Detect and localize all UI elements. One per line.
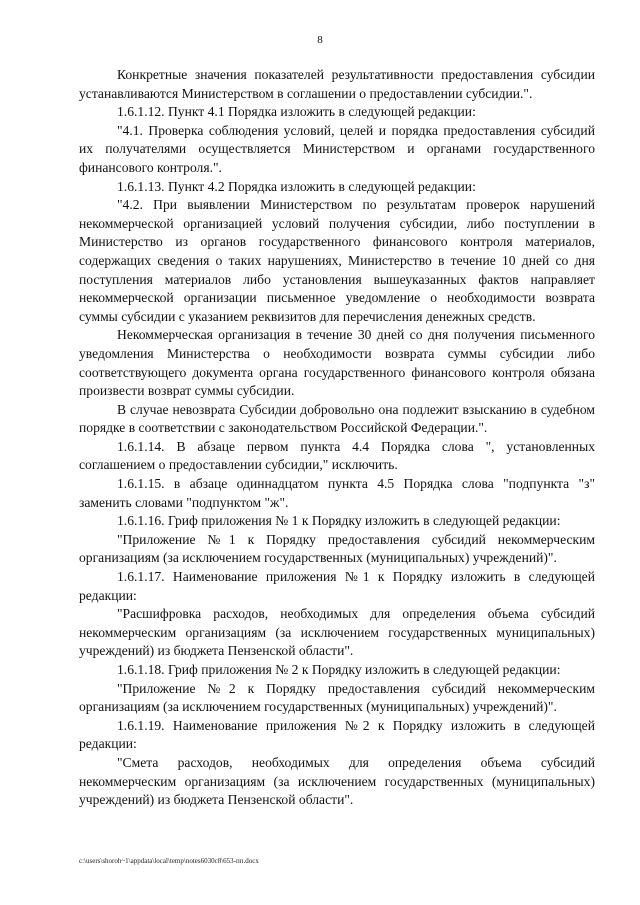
paragraph: Конкретные значения показателей результативности предоставления субсидии устанавливаются Министерством в соглашении о предоставлении субсидии.". (79, 67, 595, 101)
paragraph: "4.1. Проверка соблюдения условий, целей и порядка предоставления субсидий их получателями осуществляется Министерством и органами государственного финансового контроля.". (79, 122, 595, 175)
paragraph: "4.2. При выявлении Министерством по результатам проверок нарушений некоммерческой организацией условий получения субсидии, либо поступлении в Министерство из органов государственного финансового контроля материалов, содержащих сведения о таких нарушениях, Министерство в течение 10 дней со дня поступления материалов либо установления вышеуказанных фактов направляет некоммерческой организации письменное уведомление о необходимости возврата суммы субсидии с указанием реквизитов для перечисления денежных средств. (79, 197, 595, 324)
paragraph: Некоммерческая организация в течение 30 дней со дня получения письменного уведомления Министерства о необходимости возврата суммы субсидии либо соответствующего документа органа государственного финансового контроля обязана произвести возврат суммы субсидии. (79, 327, 595, 399)
paragraph: "Приложение №2 к Порядку предоставления субсидий некоммерческим организациям (за исключением государственных (муниципальных) учреждений)". (79, 680, 595, 715)
paragraph: 1.6.1.17. Наименование приложения №1 к Порядку изложить в следующей редакции: (79, 569, 595, 603)
file-path-footer: c:\users\shoroh~1\appdata\local\temp\notes6030c8\653-пп.docx (79, 857, 259, 865)
paragraph: 1.6.1.16. Гриф приложения № 1 к Порядку изложить в следующей редакции: (117, 513, 561, 529)
document-body (79, 66, 595, 810)
paragraph: 1.6.1.18. Гриф приложения № 2 к Порядку изложить в следующей редакции: (117, 662, 561, 677)
paragraph: 1.6.1.12. Пункт 4.1 Порядка изложить в следующей редакции: (117, 104, 476, 120)
page-number: 8 (317, 34, 323, 46)
paragraph: В случае невозврата Субсидии добровольно она подлежит взысканию в судебном порядке в соответствии с законодательством Российской Федерации.". (79, 401, 595, 436)
paragraph: "Смета расходов, необходимых для определения объема субсидий некоммерческим организациям (за исключением государственных (муниципальных) учреждений) из бюджета Пензенской области". (79, 754, 595, 808)
paragraph: 1.6.1.14. В абзаце первом пункта 4.4 Порядка слова ", установленных соглашением о предоставлении субсидии," исключить. (79, 438, 595, 473)
paragraph: "Расшифровка расходов, необходимых для определения объема субсидий некоммерческим организациям (за исключением государственных муниципальных) учреждений) из бюджета Пензенской области". (79, 606, 595, 659)
paragraph: 1.6.1.13. Пункт 4.2 Порядка изложить в следующей редакции: (117, 178, 476, 194)
paragraph: 1.6.1.15. в абзаце одиннадцатом пункта 4.5 Порядка слова "подпункта "з" заменить словами "подпунктом "ж". (79, 476, 595, 510)
paragraph: "Приложение №1 к Порядку предоставления субсидий некоммерческим организациям (за исключением государственных (муниципальных) учреждений)". (79, 531, 595, 566)
paragraph: 1.6.1.19. Наименование приложения №2 к Порядку изложить в следующей редакции: (79, 717, 595, 752)
